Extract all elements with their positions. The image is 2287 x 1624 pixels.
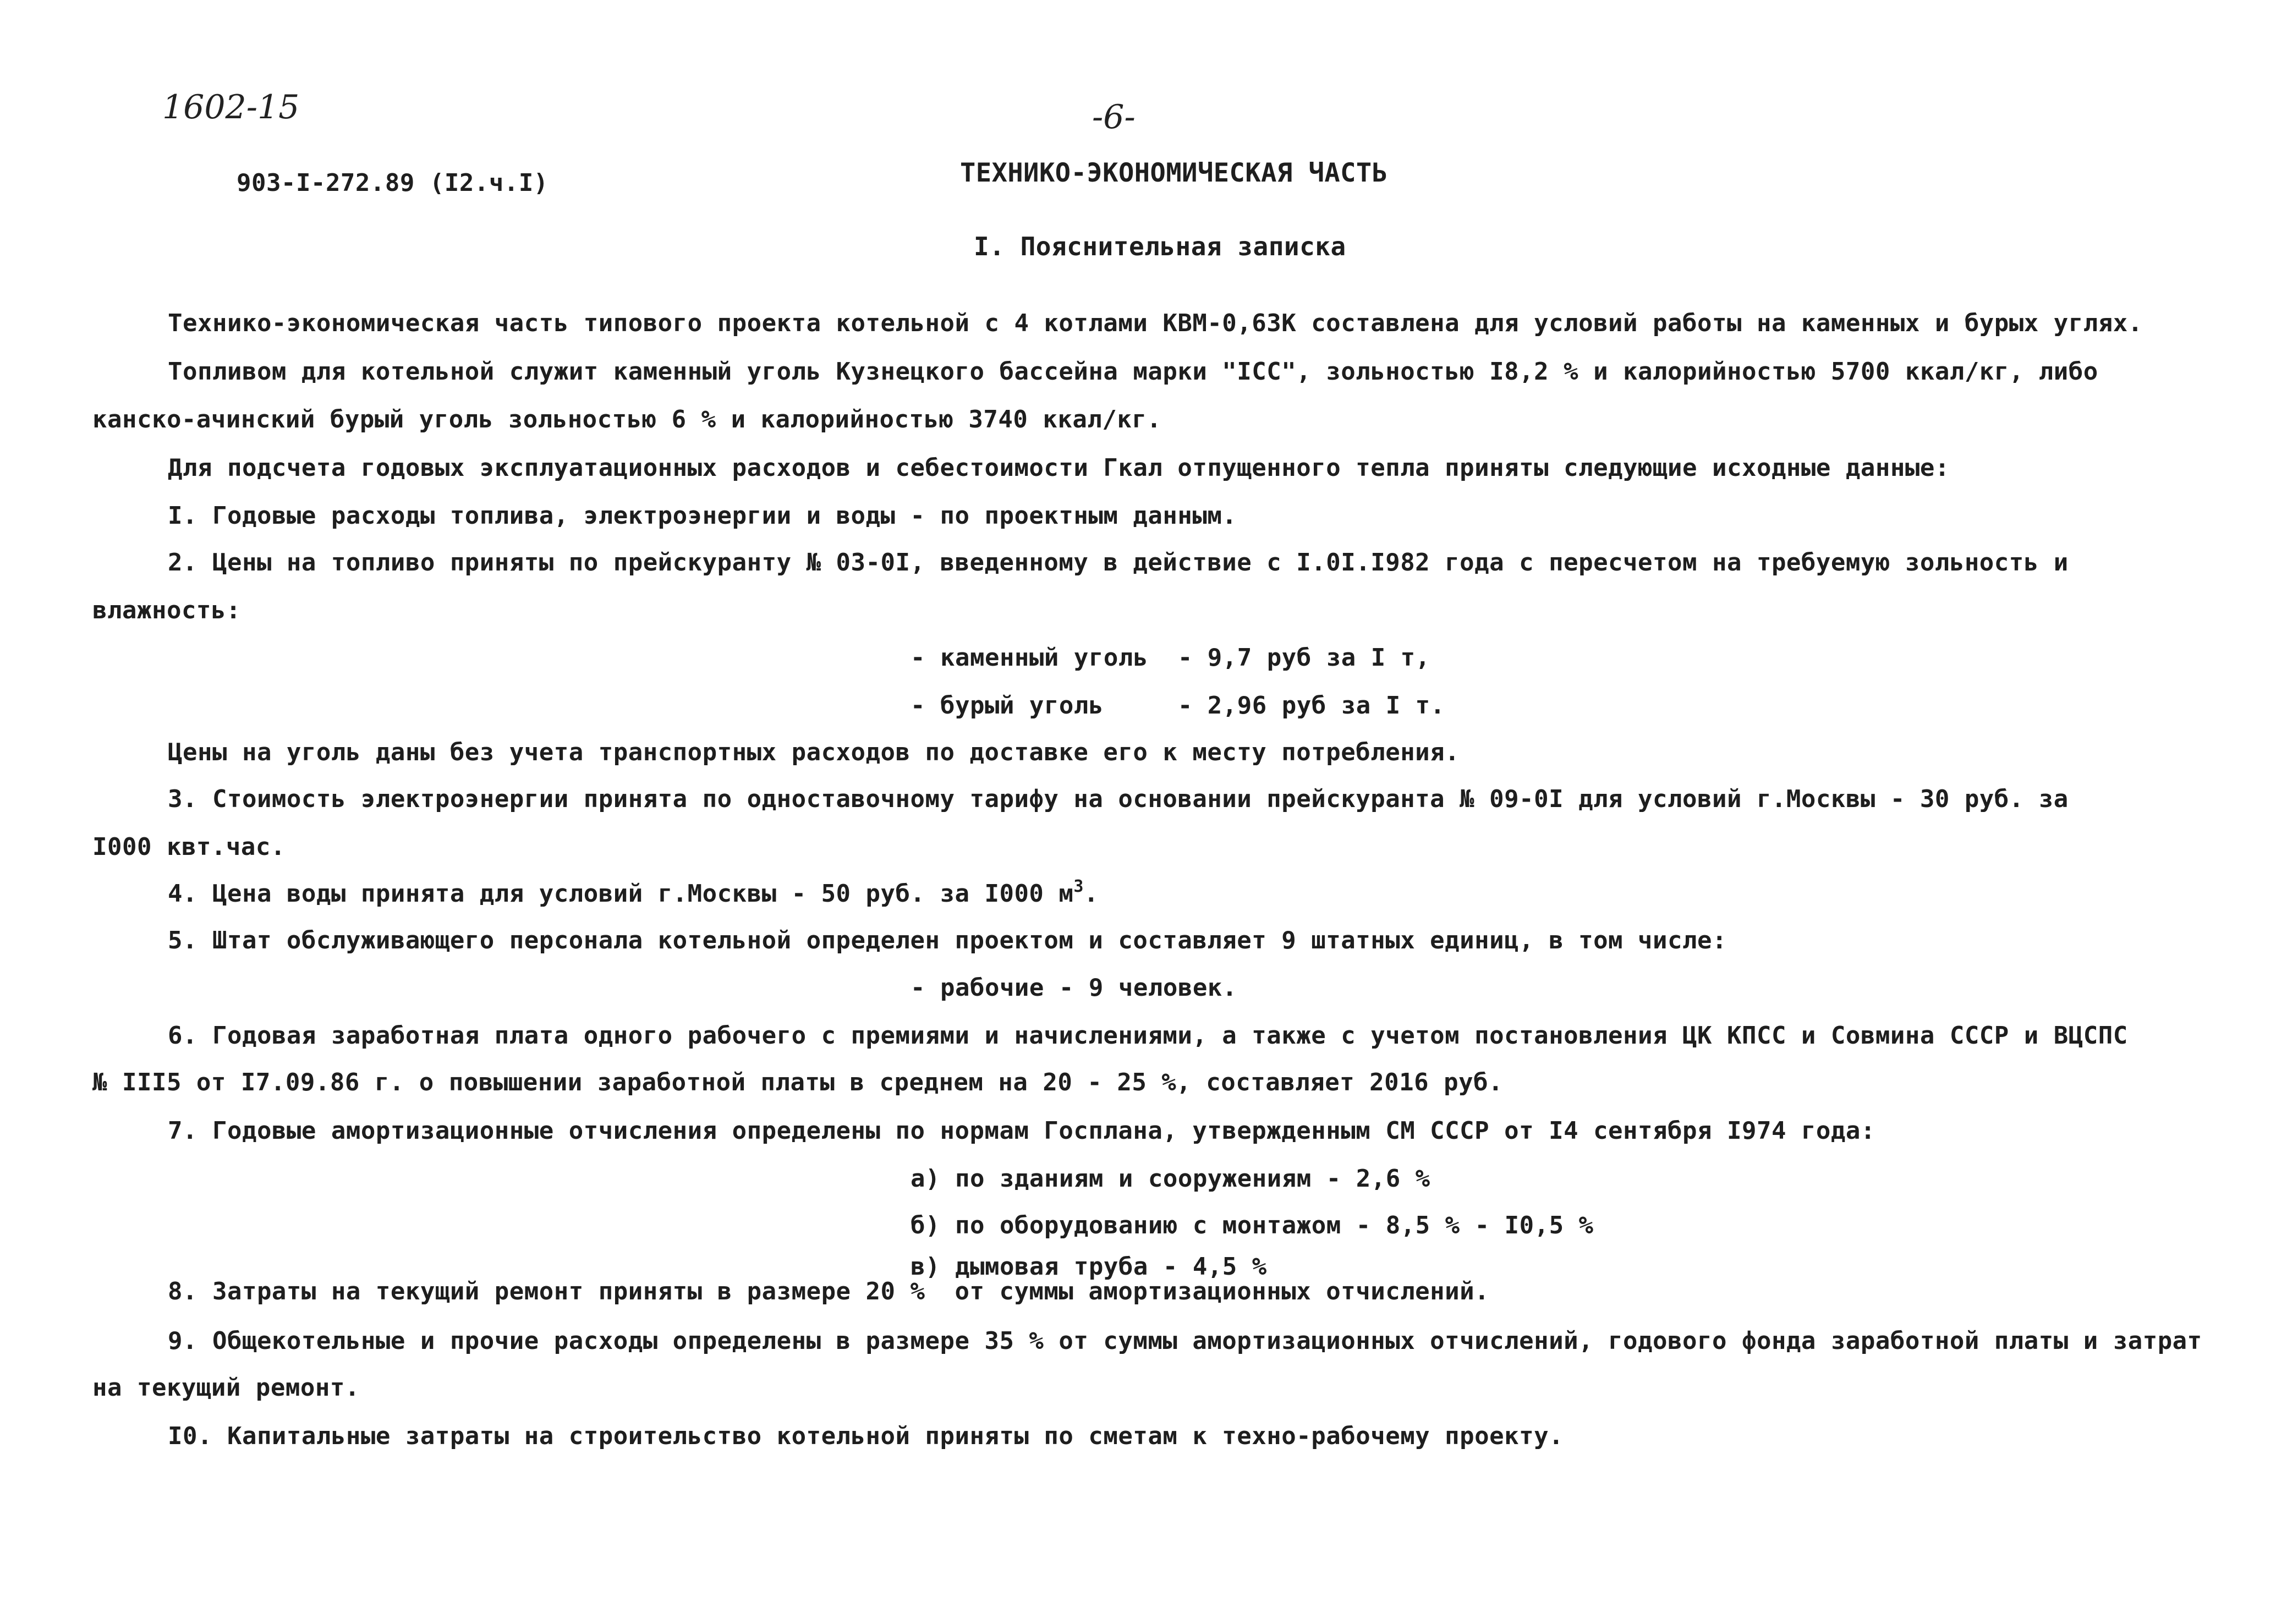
amortization-equipment: б) по оборудованию с монтажом - 8,5 % - I0,5 % [911,1211,1594,1239]
section-title: ТЕХНИКО-ЭКОНОМИЧЕСКАЯ ЧАСТЬ [960,158,1388,188]
price-brown-coal: - бурый уголь - 2,96 руб за I т. [911,692,1445,720]
list-item-4-end: . [1083,880,1099,908]
amortization-buildings: а) по зданиям и сооружениям - 2,6 % [911,1165,1430,1193]
handwritten-page-number: -6- [1092,98,1136,136]
list-item-1: I. Годовые расходы топлива, электроэнергии и воды - по проектным данным. [168,502,1237,530]
cubic-superscript: 3 [1073,877,1084,896]
prices-note: Цены на уголь даны без учета транспортных расходов по доставке его к месту потребления. [168,738,1460,766]
list-item-9-line-1: 9. Общекотельные и прочие расходы определены в размере 35 % от суммы амортизационных отчислений, годового фонда заработной платы и затрат [168,1327,2202,1355]
list-item-6-line-1: 6. Годовая заработная плата одного рабочего с премиями и начислениями, а также с учетом постановления ЦК КПСС и Совмина СССР и ВЦСПС [168,1022,2128,1050]
list-item-3-line-2: I000 квт.час. [92,833,286,861]
list-item-7: 7. Годовые амортизационные отчисления определены по нормам Госплана, утвержденным СМ СССР от I4 сентября I974 года: [168,1117,1875,1145]
list-item-5: 5. Штат обслуживающего персонала котельной определен проектом и составляет 9 штатных единиц, в том числе: [168,926,1727,954]
price-coal: - каменный уголь - 9,7 руб за I т, [911,644,1430,672]
list-item-9-line-2: на текущий ремонт. [92,1374,360,1402]
list-item-10: I0. Капитальные затраты на строительство котельной приняты по сметам к техно-рабочему проекту. [168,1422,1564,1450]
document-code: 903-I-272.89 (I2.ч.I) [237,169,549,197]
list-item-4-text: 4. Цена воды принята для условий г.Москвы - 50 руб. за I000 м [168,880,1074,908]
list-item-8: 8. Затраты на текущий ремонт приняты в размере 20 % от суммы амортизационных отчислений. [168,1277,1490,1305]
list-item-4 [168,879,1099,909]
intro-paragraph-3: Для подсчета годовых эксплуатационных расходов и себестоимости Гкал отпущенного тепла приняты следующие исходные данные: [168,454,1950,482]
list-item-2-line-2: влажность: [92,596,241,624]
staff-workers: - рабочие - 9 человек. [911,974,1237,1002]
intro-paragraph-2-line-2: канско-ачинский бурый уголь зольностью 6 % и калорийностью 3740 ккал/кг. [92,405,1162,434]
list-item-3-line-1: 3. Стоимость электроэнергии принята по одноставочному тарифу на основании прейскуранта № 09-0I для условий г.Москвы - 30 руб. за [168,785,2069,813]
list-item-2-line-1: 2. Цены на топливо приняты по прейскуранту № 03-0I, введенному в действие с I.0I.I982 года с пересчетом на требуемую зольность и [168,548,2069,577]
handwritten-sheet-mark: 1602-15 [162,88,300,127]
intro-paragraph-1: Технико-экономическая часть типового проекта котельной с 4 котлами КВМ-0,63К составлена для условий работы на каменных и бурых углях. [168,309,2143,337]
subtitle: I. Пояснительная записка [974,232,1346,261]
intro-paragraph-2-line-1: Топливом для котельной служит каменный уголь Кузнецкого бассейна марки "IСС", зольностью I8,2 % и калорийностью 5700 ккал/кг, либо [168,358,2098,386]
list-item-6-line-2: № III5 от I7.09.86 г. о повышении заработной платы в среднем на 20 - 25 %, составляет 2016 руб. [92,1068,1504,1096]
amortization-chimney: в) дымовая труба - 4,5 % [911,1253,1267,1281]
